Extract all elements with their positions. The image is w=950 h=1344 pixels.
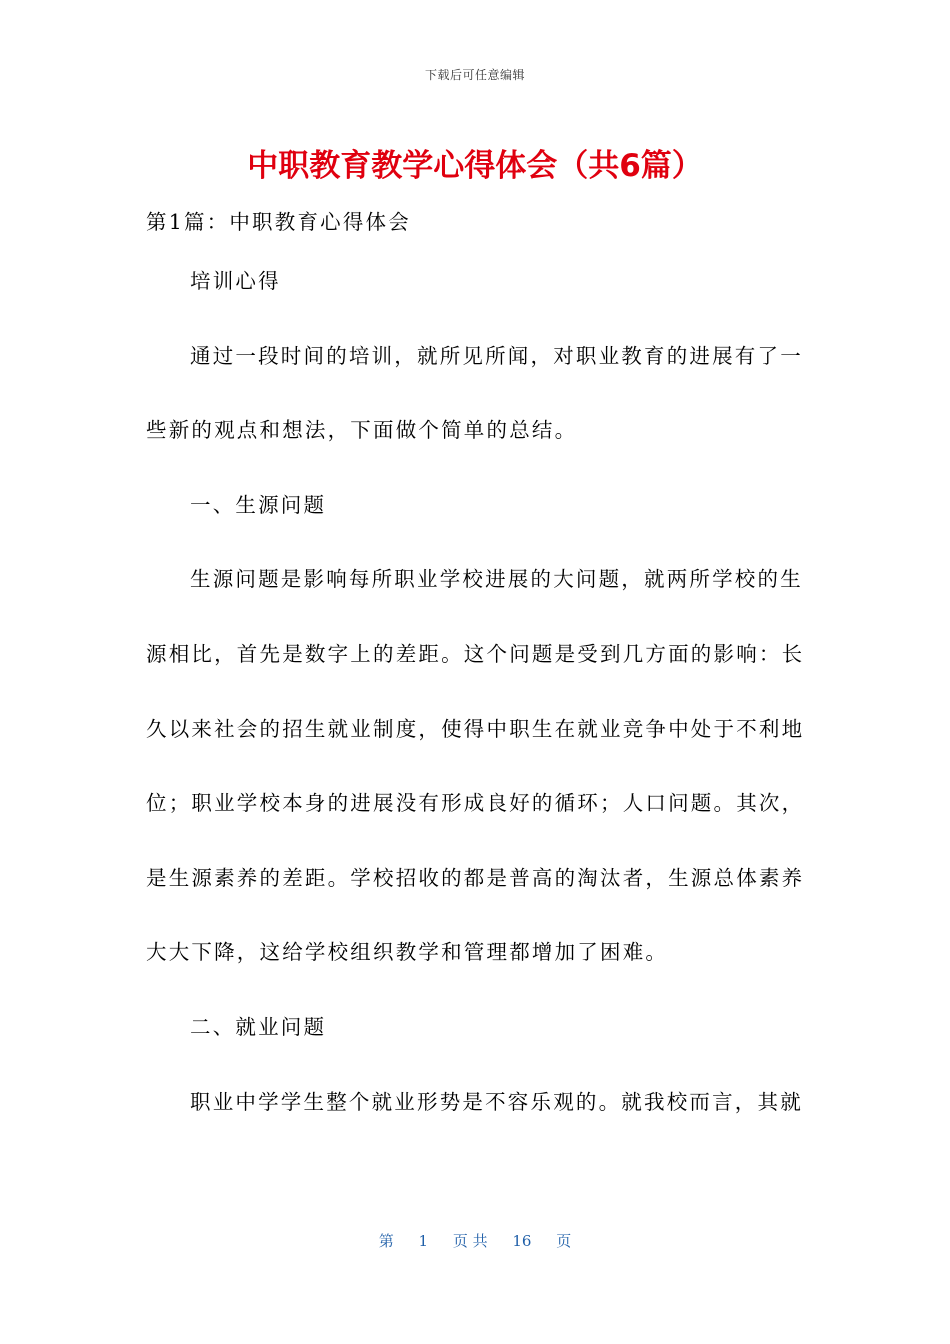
- text-line: 通过一段时间的培训，就所见所闻，对职业教育的进展有了一: [190, 343, 803, 368]
- section-heading: 第1篇：中职教育心得体会: [146, 210, 411, 234]
- text-line: 二、就业问题: [190, 1014, 327, 1039]
- text-line: 生源问题是影响每所职业学校进展的大问题，就两所学校的生: [190, 567, 803, 592]
- text-line: 培训心得: [190, 269, 281, 293]
- document-title: 中职教育教学心得体会（共6篇）: [247, 148, 703, 184]
- page-footer: [0, 1230, 950, 1251]
- footer-total-pages: 16: [512, 1232, 532, 1250]
- document-body: [146, 200, 805, 1139]
- text-line: 源相比，首先是数字上的差距。这个问题是受到几方面的影响：长: [146, 641, 805, 666]
- text-line: 职业中学学生整个就业形势是不容乐观的。就我校而言，其就: [190, 1089, 803, 1114]
- paragraph-lines: [146, 244, 805, 1139]
- text-line: 位；职业学校本身的进展没有形成良好的循环；人口问题。其次，: [146, 791, 805, 816]
- text-line: 大大下降，这给学校组织教学和管理都增加了困难。: [146, 940, 669, 965]
- text-line: 些新的观点和想法，下面做个简单的总结。: [146, 418, 578, 443]
- footer-prefix: 第: [378, 1232, 394, 1250]
- footer-suffix: 页: [556, 1232, 572, 1250]
- text-line: 一、生源问题: [190, 492, 327, 517]
- text-line: 是生源素养的差距。学校招收的都是普高的淘汰者，生源总体素养: [146, 865, 805, 890]
- header-note: 下载后可任意编辑: [424, 68, 525, 82]
- text-line: 久以来社会的招生就业制度，使得中职生在就业竞争中处于不利地: [146, 716, 805, 741]
- footer-middle: 页 共: [452, 1232, 488, 1250]
- footer-current-page: 1: [418, 1232, 429, 1250]
